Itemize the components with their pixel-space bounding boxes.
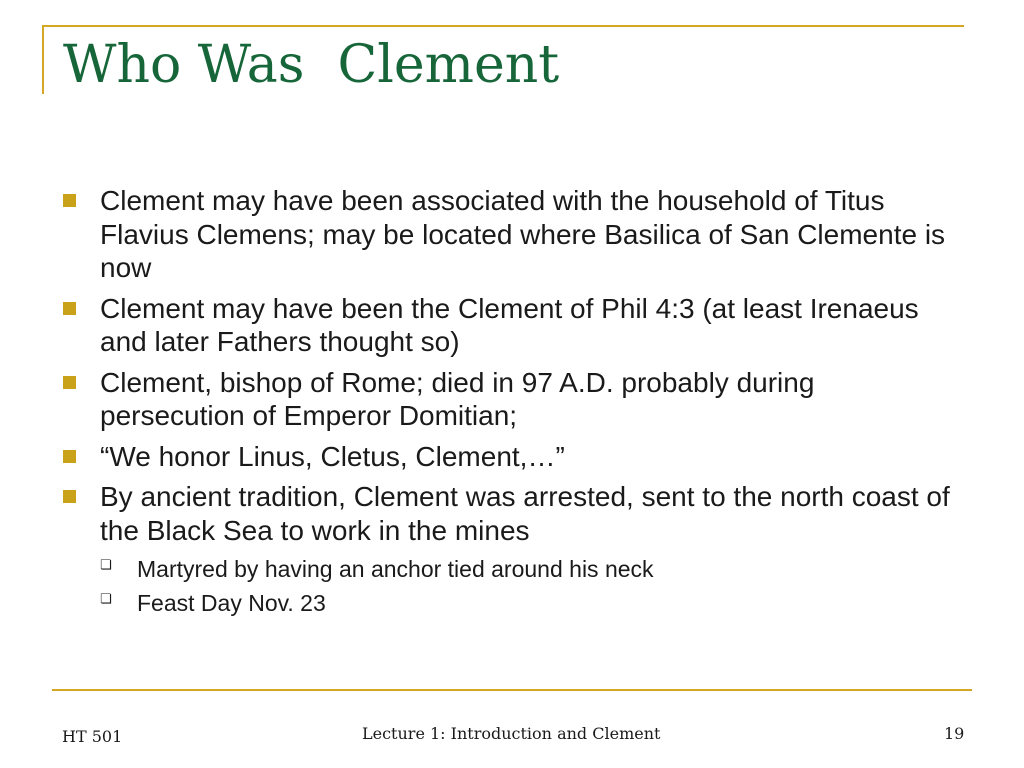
square-bullet-icon <box>63 376 76 389</box>
bullet-item <box>62 292 962 359</box>
footer-course-code: HT 501 <box>62 727 123 746</box>
bullet-text: “We honor Linus, Cletus, Clement,…” <box>100 440 565 472</box>
square-bullet-icon <box>63 450 76 463</box>
footer-lecture-title: Lecture 1: Introduction and Clement <box>362 724 661 743</box>
sub-bullet-item <box>62 554 962 584</box>
bullet-text: Clement may have been the Clement of Phil 4:3 (at least Irenaeus and later Fathers thought so) <box>100 292 919 357</box>
bullet-text: By ancient tradition, Clement was arrested, sent to the north coast of the Black Sea to work in the mines <box>100 481 950 546</box>
bottom-rule <box>52 689 972 691</box>
square-bullet-icon <box>63 302 76 315</box>
hollow-square-bullet-icon: ❏ <box>100 558 112 573</box>
bullet-item <box>62 366 962 433</box>
sub-bullet-text: Feast Day Nov. 23 <box>137 590 326 616</box>
square-bullet-icon <box>63 490 76 503</box>
left-rule <box>42 25 44 94</box>
top-rule <box>42 25 964 27</box>
bullet-item <box>62 440 962 474</box>
square-bullet-icon <box>63 194 76 207</box>
sub-bullet-item <box>62 588 962 618</box>
bullet-list <box>62 184 962 622</box>
bullet-text: Clement, bishop of Rome; died in 97 A.D. probably during persecution of Emperor Domitian; <box>100 366 815 431</box>
bullet-text: Clement may have been associated with the household of Titus Flavius Clemens; may be located where Basilica of San Clemente is now <box>100 185 946 283</box>
slide-title: Who Was Clement <box>63 35 560 95</box>
sub-bullet-text: Martyred by having an anchor tied around his neck <box>137 556 654 582</box>
hollow-square-bullet-icon: ❏ <box>100 592 112 607</box>
page-number: 19 <box>944 724 965 743</box>
bullet-item <box>62 184 962 285</box>
bullet-item <box>62 480 962 547</box>
